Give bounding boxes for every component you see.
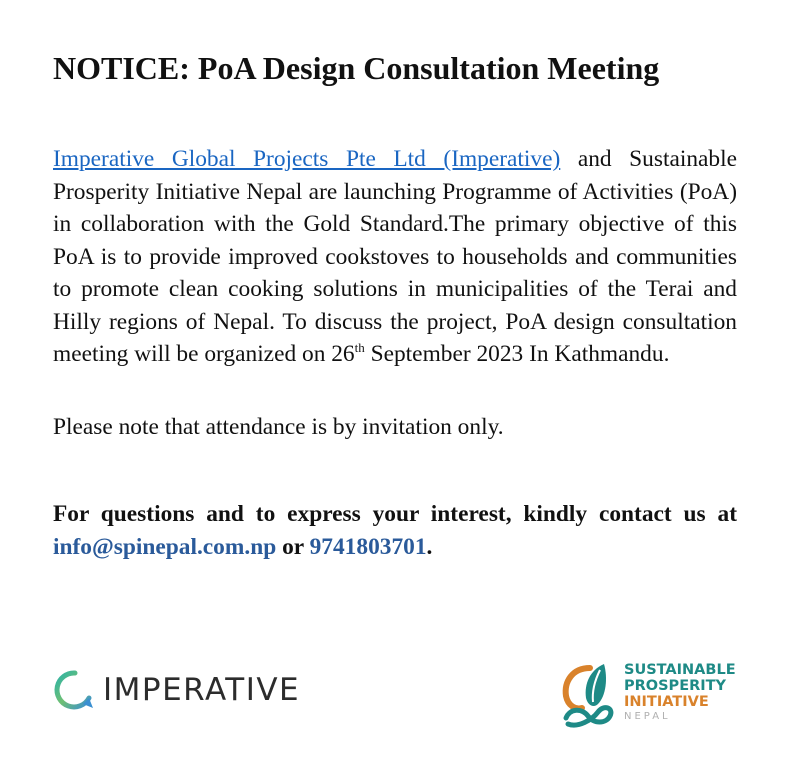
spi-line-sustainable: SUSTAINABLE (624, 662, 736, 678)
contact-end: . (426, 534, 433, 560)
contact-phone[interactable]: 9741803701 (309, 534, 427, 560)
imperative-logo (53, 668, 300, 712)
spi-line-prosperity: PROSPERITY (624, 678, 727, 694)
body-text-end: September 2023 In Kathmandu. (364, 341, 670, 367)
spi-wordmark (624, 662, 736, 723)
contact-or: or (276, 534, 310, 560)
imperative-link[interactable]: Imperative Global Projects Pte Ltd (Imperative) (53, 146, 561, 172)
contact-email[interactable]: info@spinepal.com.np (53, 534, 277, 560)
notice-title: NOTICE: PoA Design Consultation Meeting (53, 50, 660, 86)
imperative-ring-icon (53, 668, 97, 712)
imperative-wordmark: IMPERATIVE (103, 671, 301, 708)
spi-logo (560, 660, 736, 732)
date-ordinal-suffix: th (354, 340, 365, 356)
spi-line-nepal: NEPAL (624, 711, 671, 722)
spi-leaf-icon (560, 660, 620, 732)
notice-body-paragraph (53, 143, 737, 371)
body-text-main: and Sustainable Prosperity Initiative Nepal are launching Programme of Activities (PoA) in collaboration with the Gold Standard.The primary objective of this PoA is to provide improved cookstoves to households and communities to promote clean cooking solutions in municipalities of the Terai and Hilly regions of Nepal. To discuss the project, PoA design consultation meeting will be organized on 26 (53, 146, 737, 367)
invitation-note: Please note that attendance is by invitation only. (53, 414, 504, 440)
contact-paragraph (53, 498, 737, 564)
contact-text: For questions and to express your interest, kindly contact us at (53, 501, 737, 527)
spi-line-initiative: INITIATIVE (624, 694, 709, 710)
